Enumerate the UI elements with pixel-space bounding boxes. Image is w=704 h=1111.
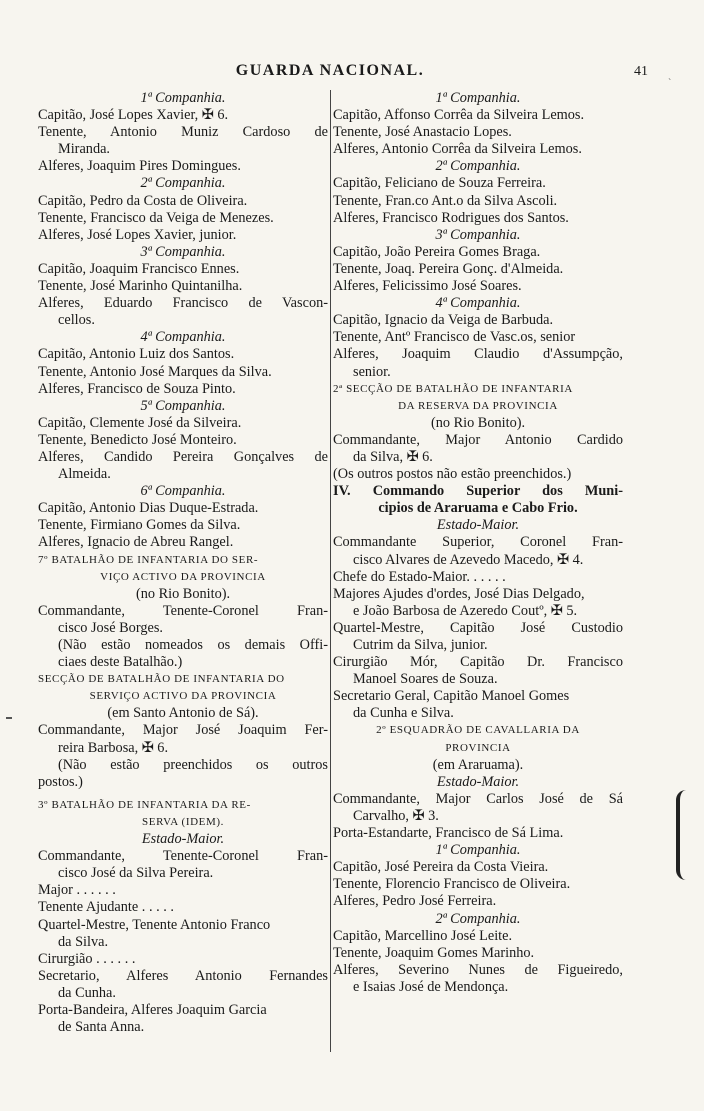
left-column-line: VIÇO ACTIVO DA PROVINCIA [100, 570, 266, 583]
left-column-line: Tenente Ajudante . . . . . [38, 899, 174, 916]
right-column-line: Tenente, Joaquim Gomes Marinho. [333, 944, 535, 961]
left-column-line: Alferes, Ignacio de Abreu Rangel. [38, 534, 234, 551]
left-column-line: (Não estão preenchidos os outros [58, 756, 328, 773]
right-column-line: Capitão, Affonso Corrêa da Silveira Lemos. [333, 107, 585, 124]
left-column-line: Capitão, Antonio Luiz dos Santos. [38, 346, 235, 363]
right-column-line: Alferes, Francisco Rodrigues dos Santos. [333, 209, 569, 226]
right-column-line: 1ª Companhia. [435, 90, 521, 106]
right-column-line: Porta-Estandarte, Francisco de Sá Lima. [333, 825, 564, 842]
left-column-line: SECÇÃO DE BATALHÃO DE INFANTARIA DO [38, 673, 285, 686]
right-column-line: 2ª Companhia. [435, 910, 521, 927]
right-column-line: da Cunha e Silva. [353, 705, 454, 722]
right-column-line: Majores Ajudes d'ordes, José Dias Delgado, [333, 585, 585, 602]
right-column-line: Tenente, Joaq. Pereira Gonç. d'Almeida. [333, 260, 564, 277]
left-column-line: Tenente, Antonio Muniz Cardoso de [38, 124, 328, 141]
left-column-line: Commandante, Tenente-Coronel Fran- [38, 848, 328, 865]
left-column-line: Secretario, Alferes Antonio Fernandes [38, 967, 328, 984]
page-edge-bracket [676, 790, 694, 880]
left-column-line: SERVA (IDEM). [142, 815, 224, 828]
right-column-line: Manoel Soares de Souza. [353, 671, 498, 688]
right-column-line: Tenente, Fran.co Ant.o da Silva Ascoli. [333, 192, 558, 209]
right-column-line: Cutrim da Silva, junior. [353, 637, 488, 653]
left-column-line: 6ª Companhia. [140, 483, 226, 500]
right-column-line: Capitão, Ignacio da Veiga de Barbuda. [333, 312, 554, 329]
right-column-line: e João Barbosa de Azeredo Coutº, ✠ 5. [353, 602, 578, 619]
left-column-line: cellos. [58, 312, 95, 329]
margin-tick [6, 717, 12, 719]
left-column-line: ciaes deste Batalhão.) [58, 654, 183, 671]
right-column-line: 2ª Companhia. [435, 158, 521, 175]
left-column-line: Tenente, Firmiano Gomes da Silva. [38, 517, 241, 534]
right-column-line: senior. [353, 363, 391, 380]
right-column-line: Tenente, José Anastacio Lopes. [333, 124, 512, 141]
right-column-line: Alferes, Felicissimo José Soares. [333, 278, 522, 295]
right-column-line: Alferes, Joaquim Claudio d'Assumpção, [333, 346, 623, 363]
left-column-line: Alferes, Eduardo Francisco de Vascon- [38, 295, 328, 312]
right-column-line: (Os outros postos não estão preenchidos.) [333, 466, 572, 483]
left-column-line: Tenente, Benedicto José Monteiro. [38, 431, 237, 448]
right-column-line: 1ª Companhia. [435, 842, 521, 859]
left-column-line: Alferes, Francisco de Souza Pinto. [38, 380, 236, 397]
right-column-line: PROVINCIA [445, 741, 511, 754]
left-column-line: Capitão, Antonio Dias Duque-Estrada. [38, 500, 259, 517]
left-column-line: Miranda. [58, 141, 111, 158]
right-column-line: Carvalho, ✠ 3. [353, 807, 439, 824]
left-column-line: Capitão, Clemente José da Silveira. [38, 414, 242, 431]
left-column-line: Almeida. [58, 466, 111, 483]
right-column-line: Capitão, João Pereira Gomes Braga. [333, 243, 541, 260]
left-column-line: (em Santo Antonio de Sá). [107, 705, 259, 722]
page-title: GUARDA NACIONAL. [235, 62, 425, 79]
left-column-line: Estado-Maior. [141, 831, 225, 848]
right-column-line: Capitão, Marcellino José Leite. [333, 927, 513, 944]
right-column [333, 90, 623, 996]
left-column-line: de Santa Anna. [58, 1019, 145, 1036]
left-column-line: Capitão, José Lopes Xavier, ✠ 6. [38, 107, 229, 124]
right-column-line: Estado-Maior. [436, 773, 520, 790]
right-column-line: cisco Alvares de Azevedo Macedo, ✠ 4. [353, 551, 584, 568]
margin-mark: ˋ [668, 78, 672, 89]
right-column-line: 2º ESQUADRÃO DE CAVALLARIA DA [376, 724, 580, 737]
left-column-line: 5ª Companhia. [140, 397, 226, 414]
right-column-line: Secretario Geral, Capitão Manoel Gomes [333, 688, 570, 705]
left-column-line: 3º BATALHÃO DE INFANTARIA DA RE- [38, 798, 251, 811]
left-column-line: reira Barbosa, ✠ 6. [58, 739, 169, 756]
left-column-line: Capitão, Joaquim Francisco Ennes. [38, 260, 240, 277]
left-column-line: (no Rio Bonito). [135, 585, 231, 602]
right-column-line: Tenente, Florencio Francisco de Oliveira. [333, 876, 571, 893]
left-column-line: Alferes, Candido Pereira Gonçalves de [38, 448, 328, 465]
left-column-line: SERVIÇO ACTIVO DA PROVINCIA [89, 690, 277, 703]
left-column-line: Alferes, José Lopes Xavier, junior. [38, 226, 237, 243]
right-column-line: Quartel-Mestre, Capitão José Custodio [333, 619, 623, 636]
left-column-line: Major . . . . . . [38, 882, 116, 899]
left-column-line: Porta-Bandeira, Alferes Joaquim Garcia [38, 1001, 267, 1018]
left-column-line: 2ª Companhia. [140, 175, 226, 192]
left-column-line: (Não estão nomeados os demais Offi- [58, 637, 328, 653]
right-column-line: Commandante, Major Antonio Cardido [333, 431, 623, 448]
left-column-line: Commandante, Tenente-Coronel Fran- [38, 602, 328, 619]
left-column-line: 7º BATALHÃO DE INFANTARIA DO SER- [38, 553, 259, 566]
right-column-line: DA RESERVA DA PROVINCIA [398, 399, 558, 412]
left-column-line: da Silva. [58, 933, 109, 950]
right-column-line: Capitão, Feliciano de Souza Ferreira. [333, 175, 546, 192]
page-header [30, 62, 648, 86]
right-column-line: 2ª SECÇÃO DE BATALHÃO DE INFANTARIA [333, 382, 573, 395]
left-column-line: Tenente, Antonio José Marques da Silva. [38, 363, 272, 380]
right-column-line: da Silva, ✠ 6. [353, 448, 433, 465]
left-column-line: cisco José da Silva Pereira. [58, 865, 214, 882]
left-column-line: Capitão, Pedro da Costa de Oliveira. [38, 192, 248, 209]
right-column-line: e Isaias José de Mendonça. [353, 978, 509, 995]
left-column-line: postos.) [38, 773, 83, 790]
page-number: 41 [634, 64, 648, 79]
right-column-line: (no Rio Bonito). [430, 414, 526, 431]
left-column [38, 90, 328, 1036]
left-column-line: Tenente, José Marinho Quintanilha. [38, 278, 243, 295]
right-column-line: Chefe do Estado-Maior. . . . . . [333, 568, 506, 585]
right-column-line: Estado-Maior. [436, 517, 520, 534]
left-column-line: Commandante, Major José Joaquim Fer- [38, 722, 328, 739]
right-column-line: Tenente, Antº Francisco de Vasc.os, senior [333, 329, 576, 346]
right-column-line: cipios de Araruama e Cabo Frio. [378, 500, 578, 517]
left-column-line: 4ª Companhia. [140, 329, 226, 346]
right-column-line: 4ª Companhia. [435, 295, 521, 312]
right-column-line: 3ª Companhia. [435, 226, 521, 243]
left-column-line: da Cunha. [58, 984, 116, 1001]
right-column-line: Alferes, Antonio Corrêa da Silveira Lemos. [333, 141, 582, 158]
right-column-line: Cirurgião Mór, Capitão Dr. Francisco [333, 654, 623, 671]
left-column-line: 3ª Companhia. [140, 243, 226, 260]
right-column-line: Capitão, José Pereira da Costa Vieira. [333, 859, 549, 876]
right-column-line: Commandante, Major Carlos José de Sá [333, 790, 623, 807]
left-column-line: cisco José Borges. [58, 619, 163, 636]
left-column-line: 1ª Companhia. [140, 90, 226, 106]
left-column-line: Quartel-Mestre, Tenente Antonio Franco [38, 916, 271, 933]
left-column-line: Tenente, Francisco da Veiga de Menezes. [38, 209, 274, 226]
right-column-line: Alferes, Pedro José Ferreira. [333, 893, 497, 910]
column-divider [330, 90, 331, 1052]
left-column-line: Cirurgião . . . . . . [38, 950, 136, 967]
right-column-line: Commandante Superior, Coronel Fran- [333, 534, 623, 551]
left-column-line: Alferes, Joaquim Pires Domingues. [38, 158, 241, 175]
right-column-line: Alferes, Severino Nunes de Figueiredo, [333, 961, 623, 978]
right-column-line: IV. Commando Superior dos Muni- [333, 483, 623, 500]
right-column-line: (em Araruama). [432, 756, 524, 773]
